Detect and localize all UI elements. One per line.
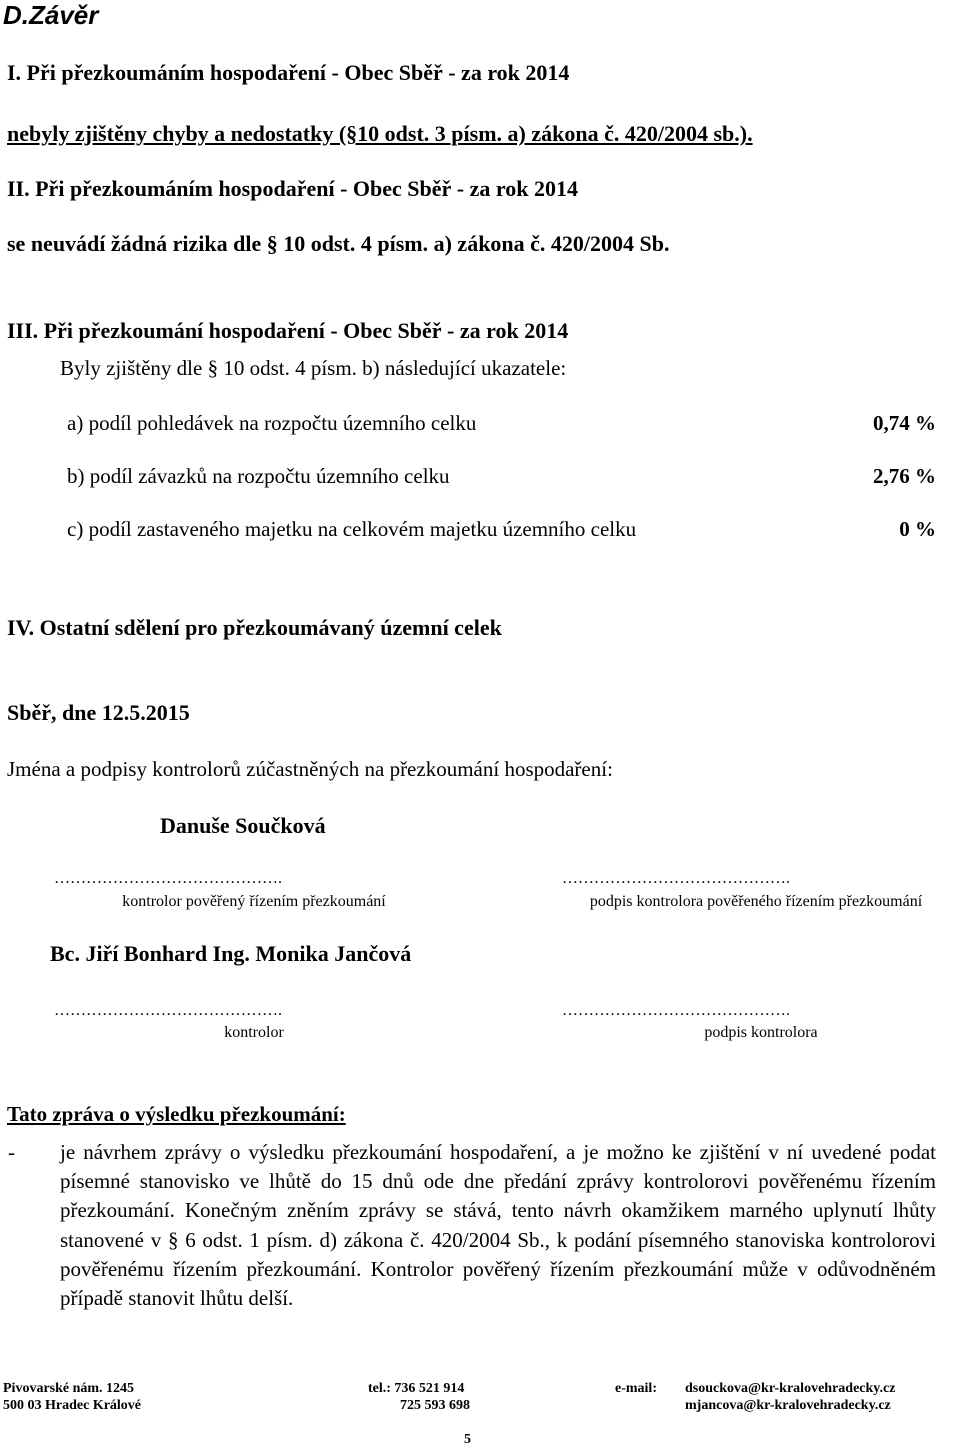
place-date: Sběř, dne 12.5.2015 xyxy=(7,700,190,725)
indicator-value-a: 0,74 % xyxy=(873,411,936,435)
section-3-title: III. Při přezkoumání hospodaření - Obec Sběř - za rok 2014 xyxy=(7,318,569,343)
page-number: 5 xyxy=(464,1432,471,1447)
footer-address-1: Pivovarské nám. 1245 xyxy=(3,1381,135,1396)
names-intro: Jména a podpisy kontrolorů zúčastněných na přezkoumání hospodaření: xyxy=(7,757,613,781)
indicator-label-c: c) podíl zastaveného majetku na celkovém majetku územního celku xyxy=(67,517,637,541)
report-bullet: - xyxy=(8,1140,15,1164)
indicator-label-a: a) podíl pohledávek na rozpočtu územního celku xyxy=(67,411,477,435)
lead-controller-name: Danuše Součková xyxy=(160,813,326,838)
other-role-label: kontrolor xyxy=(224,1024,284,1041)
lead-sign-role-label: podpis kontrolora pověřeného řízením přezkoumání xyxy=(589,893,923,910)
signature-line-other-sign: ……………………………………. xyxy=(562,1002,790,1019)
section-2-line-1: II. Při přezkoumáním hospodaření - Obec Sběř - za rok 2014 xyxy=(7,176,578,201)
other-controllers-names: Bc. Jiří Bonhard Ing. Monika Jančová xyxy=(50,941,412,966)
footer-email-label: e-mail: xyxy=(615,1381,657,1396)
report-title: Tato zpráva o výsledku přezkoumání: xyxy=(7,1102,346,1126)
section-1-line-1: I. Při přezkoumáním hospodaření - Obec Sběř - za rok 2014 xyxy=(7,60,570,85)
section-heading: D.Závěr xyxy=(3,0,99,30)
signature-line-lead-sign: ……………………………………. xyxy=(562,870,790,887)
lead-role-label: kontrolor pověřený řízením přezkoumání xyxy=(122,893,386,910)
section-2-line-2: se neuvádí žádná rizika dle § 10 odst. 4 písm. a) zákona č. 420/2004 Sb. xyxy=(7,231,670,256)
signature-line-lead: ……………………………………. xyxy=(54,870,282,887)
indicator-label-b: b) podíl závazků na rozpočtu územního celku xyxy=(67,464,450,488)
footer-email-1: dsouckova@kr-kralovehradecky.cz xyxy=(685,1381,896,1396)
section-4-title: IV. Ostatní sdělení pro přezkoumávaný územní celek xyxy=(7,615,502,640)
footer-email-2: mjancova@kr-kralovehradecky.cz xyxy=(685,1398,891,1413)
section-3-intro: Byly zjištěny dle § 10 odst. 4 písm. b) následující ukazatele: xyxy=(60,356,567,380)
footer-tel-1: tel.: 736 521 914 xyxy=(368,1381,465,1396)
other-sign-role-label: podpis kontrolora xyxy=(704,1024,818,1041)
section-1-line-2: nebyly zjištěny chyby a nedostatky (§10 odst. 3 písm. a) zákona č. 420/2004 sb.). xyxy=(7,121,753,146)
indicator-value-b: 2,76 % xyxy=(873,464,936,488)
indicator-value-c: 0 % xyxy=(899,517,936,541)
footer-tel-2: 725 593 698 xyxy=(400,1398,470,1413)
report-text: je návrhem zprávy o výsledku přezkoumání hospodaření, a je možno ke zjištění v ní uvedené podat písemné stanovisko ve lhůtě do 15 dnů ode dne předání zprávy kontrolorovi pověřenému řízením přezkoumání. Konečným zněním zprávy se stává, tento návrh okamžikem marného uplynutí lhůty stanovené v § 6 odst. 1 písm. d) zákona č. 420/2004 Sb., k podání písemného stanoviska kontrolorovi pověřenému řízením přezkoumání. Kontrolor pověřený řízením přezkoumání může v odůvodněném případě stanovit lhůtu delší. xyxy=(60,1140,936,1311)
signature-line-other: ……………………………………. xyxy=(54,1002,282,1019)
footer-address-2: 500 03 Hradec Králové xyxy=(3,1398,142,1413)
